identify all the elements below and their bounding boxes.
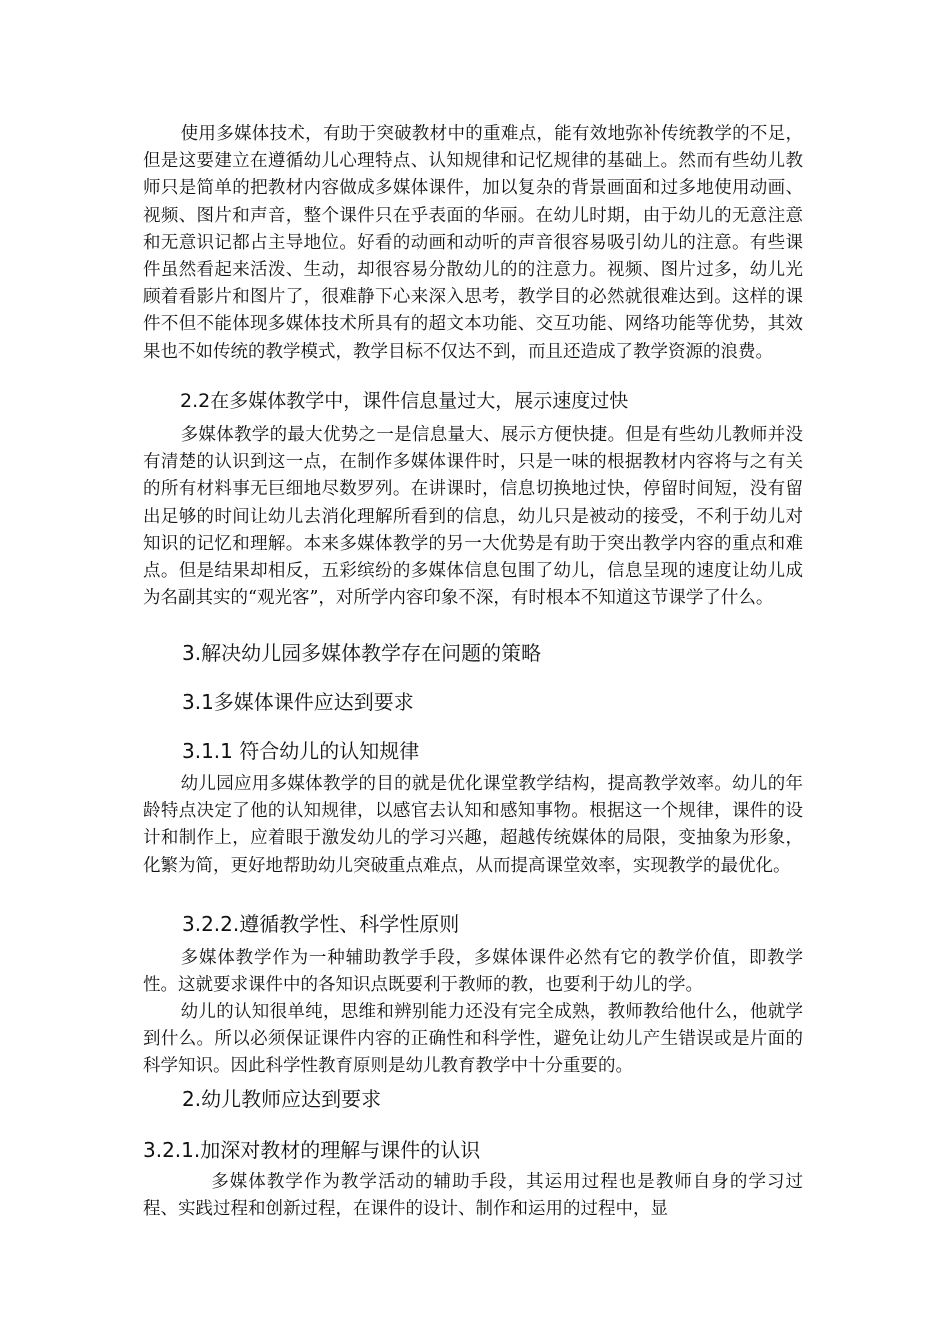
paragraph-teacher-learning	[143, 1169, 803, 1223]
paragraph-text: 使用多媒体技术，有助于突破教材中的重难点，能有效地弥补传统教学的不足，但是这要建立在遵循幼儿心理特点、认知规律和记忆规律的基础上。然而有些幼儿教师只是简单的把教材内容做成多媒体课件，加以复杂的背景画面和过多地使用动画、视频、图片和声音，整个课件只在乎表面的华丽。在幼儿时期，由于幼儿的无意注意和无意识记都占主导地位。好看的动画和动听的声音很容易吸引幼儿的注意。有些课件虽然看起来活泼、生动，却很容易分散幼儿的的注意力。视频、图片过多，幼儿光顾着看影片和图片了，很难静下心来深入思考，教学目的必然就很难达到。这样的课件不但不能体现多媒体技术所具有的超文本功能、交互功能、网络功能等优势，其效果也不如传统的教学模式，教学目标不仅达不到，而且还造成了教学资源的浪费。	[143, 124, 803, 362]
paragraph-text: 幼儿园应用多媒体教学的目的就是优化课堂教学结构，提高教学效率。幼儿的年龄特点决定了他的认知规律，以感官去认知和感知事物。根据这一个规律，课件的设计和制作上，应着眼于激发幼儿的学习兴趣，超越传统媒体的局限，变抽象为形象，化繁为简，更好地帮助幼儿突破重点难点，从而提高课堂效率，实现教学的最优化。	[143, 774, 803, 876]
paragraph-cognitive-rules	[143, 771, 803, 880]
paragraph-multimedia-overuse	[143, 121, 803, 366]
heading-3-1: 3.1多媒体课件应达到要求	[182, 690, 414, 714]
heading-3-1-1: 3.1.1 符合幼儿的认知规律	[182, 739, 420, 763]
heading-3-2-1: 3.2.1.加深对教材的理解与课件的认识	[143, 1138, 481, 1162]
paragraph-text: 多媒体教学的最大优势之一是信息量大、展示方便快捷。但是有些幼儿教师并没有清楚的认识到这一点，在制作多媒体课件时，只是一味的根据教材内容将与之有关的所有材料事无巨细地尽数罗列。在讲课时，信息切换地过快，停留时间短，没有留出足够的时间让幼儿去消化理解所看到的信息，幼儿只是被动的接受，不利于幼儿对知识的记忆和理解。本来多媒体教学的另一大优势是有助于突出教学内容的重点和难点。但是结果却相反，五彩缤纷的多媒体信息包围了幼儿，信息呈现的速度让幼儿成为名副其实的“观光客”，对所学内容印象不深，有时根本不知道这节课学了什么。	[143, 425, 803, 609]
paragraph-text: 多媒体教学作为教学活动的辅助手段，其运用过程也是教师自身的学习过程、实践过程和创新过程，在课件的设计、制作和运用的过程中，显	[143, 1172, 803, 1220]
paragraph-scientific-principle	[143, 999, 803, 1081]
paragraph-text: 幼儿的认知很单纯，思维和辨别能力还没有完全成熟，教师教给他什么，他就学到什么。所以必须保证课件内容的正确性和科学性，避免让幼儿产生错误或是片面的科学知识。因此科学性教育原则是幼儿教育教学中十分重要的。	[143, 1002, 803, 1077]
paragraph-information-overload	[143, 422, 803, 612]
heading-2-teacher: 2.幼儿教师应达到要求	[182, 1087, 382, 1111]
heading-3-2-2: 3.2.2.遵循教学性、科学性原则	[182, 912, 460, 936]
heading-2-2: 2.2在多媒体教学中，课件信息量过大，展示速度过快	[180, 390, 629, 412]
heading-3: 3.解决幼儿园多媒体教学存在问题的策略	[182, 641, 542, 665]
paragraph-text: 多媒体教学作为一种辅助教学手段，多媒体课件必然有它的教学价值，即教学性。这就要求课件中的各知识点既要利于教师的教，也要利于幼儿的学。	[143, 948, 803, 996]
paragraph-teaching-value	[143, 945, 803, 999]
